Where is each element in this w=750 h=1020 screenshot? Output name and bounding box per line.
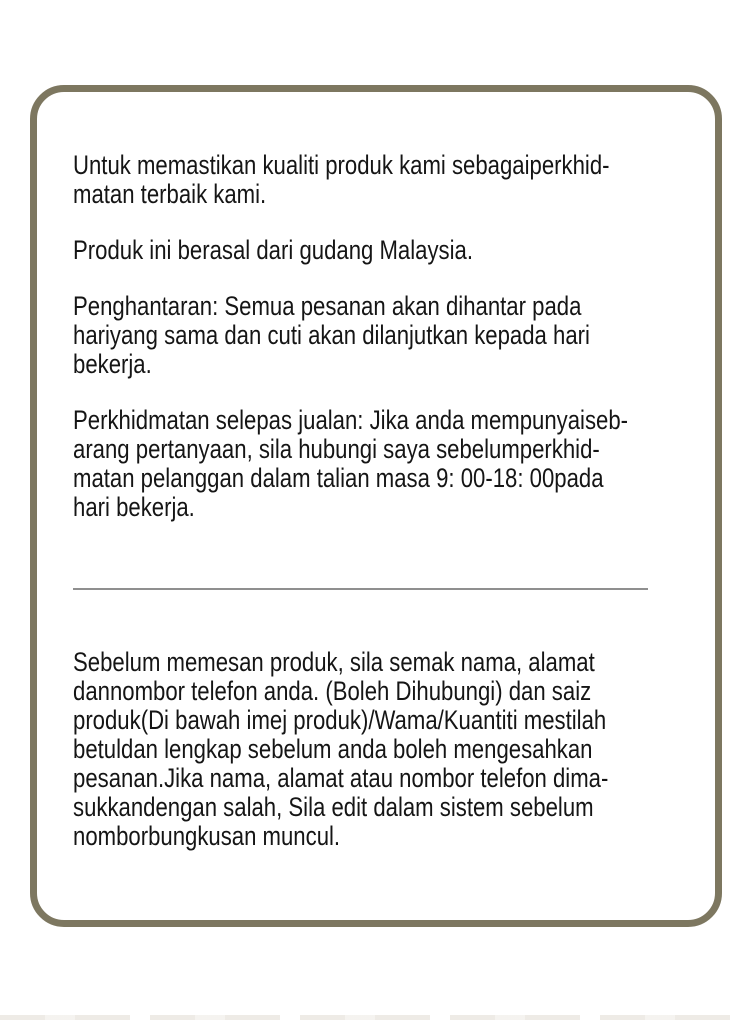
next-section-edge: [0, 1015, 750, 1020]
seller-info-card: [30, 85, 722, 927]
shipping-note-paragraph: Penghantaran: Semua pesanan akan dihantar pada hariyang sama dan cuti akan dilanjutkan kepada hari bekerja.: [73, 291, 590, 379]
quality-note-paragraph: Untuk memastikan kualiti produk kami sebagaiperkhid- matan terbaik kami.: [73, 150, 610, 209]
order-check-note-paragraph: Sebelum memesan produk, sila semak nama, alamat dannombor telefon anda. (Boleh Dihubungi) dan saiz produk(Di bawah imej produk)/Wama/Kuantiti mestilah betuldan lengkap sebelum anda boleh mengesahkan pesanan.Jika nama, alamat atau nombor telefon dima- sukkandengan salah, Sila edit dalam sistem sebelum nomborbungkusan muncul.: [73, 647, 609, 851]
after-sales-note-paragraph: Perkhidmatan selepas jualan: Jika anda mempunyaiseb- arang pertanyaan, sila hubungi saya sebelumperkhid- matan pelanggan dalam talian masa 9: 00-18: 00pada hari bekerja.: [73, 405, 629, 522]
origin-note-paragraph: Produk ini berasal dari gudang Malaysia.: [73, 235, 473, 265]
section-divider: [73, 588, 648, 590]
